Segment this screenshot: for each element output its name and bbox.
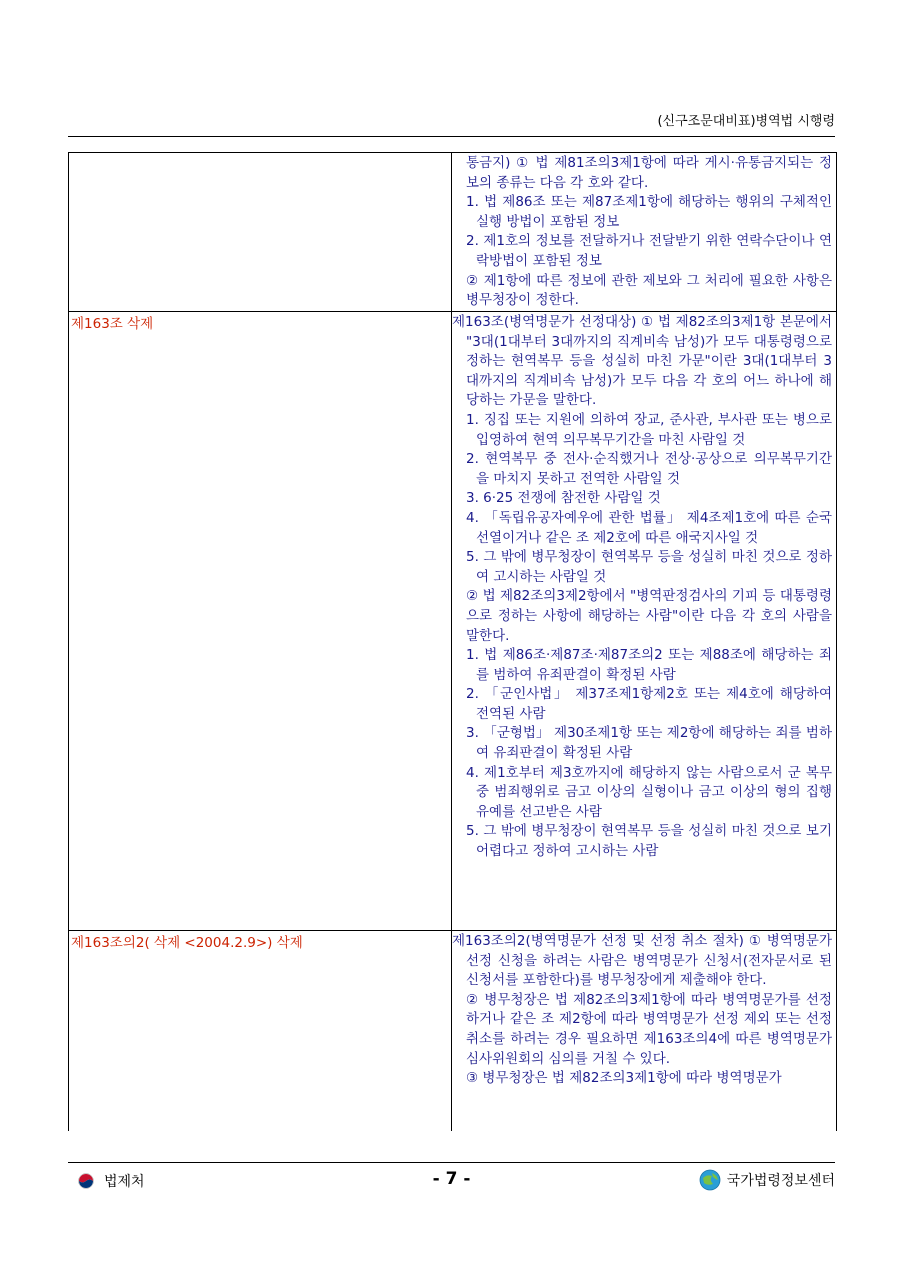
old-text-cell [69, 153, 452, 311]
paragraph: 통금지) ① 법 제81조의3제1항에 따라 게시·유통금지되는 정보의 종류는 다음 각 호와 같다. [466, 155, 832, 191]
old-text-cell: 제163조의2( 삭제 <2004.2.9>) 삭제 [69, 931, 452, 1131]
new-text-cell [452, 931, 836, 1131]
footer-left-label: 법제처 [104, 1174, 145, 1190]
document-header [68, 112, 835, 137]
paragraph: ② 법 제82조의3제2항에서 "병역판정검사의 기피 등 대통령령으로 정하는 사항에 해당하는 사람"이란 다음 각 호의 사람을 말한다. [466, 588, 832, 644]
list-item: 4. 「독립유공자예우에 관한 법률」 제4조제1호에 따른 순국선열이거나 같은 조 제2호에 따른 애국지사일 것 [466, 509, 832, 546]
list-item: 1. 징집 또는 지원에 의하여 장교, 준사관, 부사관 또는 병으로 입영하여 현역 의무복무기간을 마친 사람일 것 [466, 411, 832, 448]
table-row [69, 931, 836, 1131]
list-item: 5. 그 밖에 병무청장이 현역복무 등을 성실히 마친 것으로 정하여 고시하는 사람일 것 [466, 549, 832, 585]
paragraph: ③ 병무청장은 법 제82조의3제1항에 따라 병역명문가 [466, 1070, 782, 1087]
list-item: 1. 법 제86조·제87조·제87조의2 또는 제88조에 해당하는 죄를 범하여 유죄판결이 확정된 사람 [466, 647, 832, 683]
page-number: - 7 - [432, 1169, 471, 1189]
table-row [69, 153, 836, 312]
paragraph: 제163조(병역명문가 선정대상) ① 법 제82조의3제1항 본문에서 "3대(1대부터 3대까지의 직계비속 남성)가 모두 대통령령으로 정하는 현역복무 등을 성실히 마친 가문"이란 3대(1대부터 3대까지의 직계비속 남성)가 모두 다음 각 호의 어느 하나에 해당하는 가문을 말한다. [452, 314, 832, 409]
list-item: 4. 제1호부터 제3호까지에 해당하지 않는 사람으로서 군 복무 중 범죄행위로 금고 이상의 실형이나 금고 이상의 형의 집행유예를 선고받은 사람 [466, 764, 832, 820]
list-item: 2. 현역복무 중 전사·순직했거나 전상·공상으로 의무복무기간을 마치지 못하고 전역한 사람일 것 [466, 451, 832, 487]
list-item: 1. 법 제86조 또는 제87조제1항에 해당하는 행위의 구체적인 실행 방법이 포함된 정보 [466, 194, 832, 230]
list-item: 3. 「군형법」 제30조제1항 또는 제2항에 해당하는 죄를 범하여 유죄판결이 확정된 사람 [466, 725, 832, 762]
globe-logo-icon [699, 1169, 721, 1191]
new-text-cell [452, 153, 836, 311]
list-item: 3. 6·25 전쟁에 참전한 사람일 것 [466, 490, 661, 507]
footer-right-label: 국가법령정보센터 [726, 1173, 835, 1189]
list-item: 5. 그 밖에 병무청장이 현역복무 등을 성실히 마친 것으로 보기 어렵다고 정하여 고시하는 사람 [466, 823, 832, 860]
table-row [69, 312, 836, 931]
old-text-cell: 제163조 삭제 [69, 312, 452, 930]
list-item: 2. 제1호의 정보를 전달하거나 전달받기 위한 연락수단이나 연락방법이 포함된 정보 [466, 233, 832, 269]
paragraph: ② 병무청장은 법 제82조의3제1항에 따라 병역명문가를 선정하거나 같은 조 제2항에 따라 병역명문가 선정 제외 또는 선정 취소를 하려는 경우 필요하면 제163조의4에 따른 병역명문가 심사위원회의 심의를 거칠 수 있다. [466, 991, 832, 1067]
page-footer [68, 1162, 835, 1203]
comparison-table [68, 152, 837, 1131]
paragraph: ② 제1항에 따른 정보에 관한 제보와 그 처리에 필요한 사항은 병무청장이 정한다. [466, 272, 832, 309]
list-item: 2. 「군인사법」 제37조제1항제2호 또는 제4호에 해당하여 전역된 사람 [466, 686, 832, 722]
footer-right [699, 1169, 835, 1191]
new-text-cell [452, 312, 836, 930]
document-title: (신구조문대비표)병역법 시행령 [657, 114, 835, 129]
paragraph: 제163조의2(병역명문가 선정 및 선정 취소 절차) ① 병역명문가 선정 신청을 하려는 사람은 병역명문가 신청서(전자문서로 된 신청서를 포함한다)를 병무청장에게 제출해야 한다. [452, 933, 832, 989]
